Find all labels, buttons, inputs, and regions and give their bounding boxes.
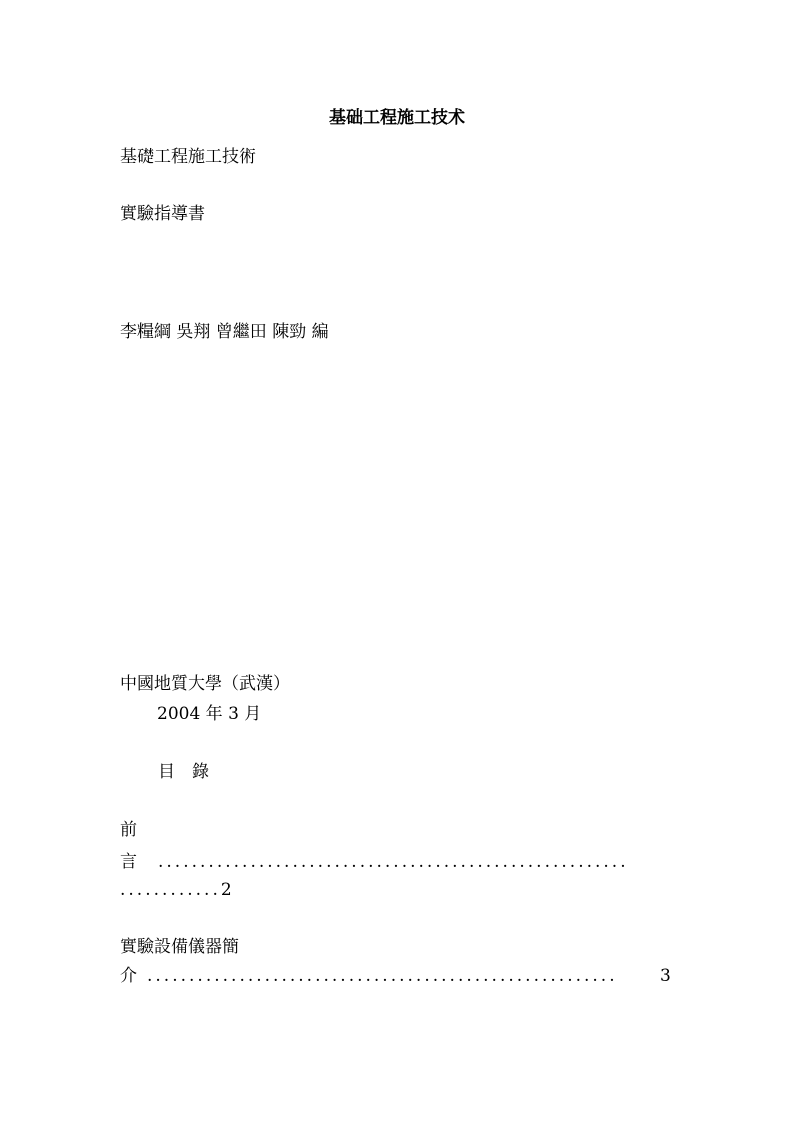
authors-line: 李糧綱 吳翔 曾繼田 陳勁 編 <box>120 322 329 342</box>
toc-entry-title-line1: 實驗設備儀器簡 <box>120 937 239 957</box>
publication-date: 2004 年 3 月 <box>157 704 262 724</box>
toc-entry-page-number: 3 <box>660 966 671 986</box>
toc-entry-title-line2: 言 <box>120 852 137 872</box>
document-title: 基础工程施工技术 <box>329 108 465 128</box>
toc-entry-leader-dots: ........................................................ <box>158 852 629 872</box>
book-type-label: 實驗指導書 <box>120 204 205 224</box>
toc-entry-title-line2: 介 <box>120 966 137 986</box>
toc-entry-leader-dots: ........................................................ <box>147 966 618 986</box>
document-subtitle: 基礎工程施工技術 <box>120 147 256 167</box>
toc-heading: 目 錄 <box>158 762 209 782</box>
publisher-line: 中國地質大學（武漢） <box>120 674 290 694</box>
toc-entry-title-line1: 前 <box>120 820 137 840</box>
toc-entry-leader-dots: ............ <box>120 880 221 900</box>
toc-entry-page-number: 2 <box>220 880 232 900</box>
